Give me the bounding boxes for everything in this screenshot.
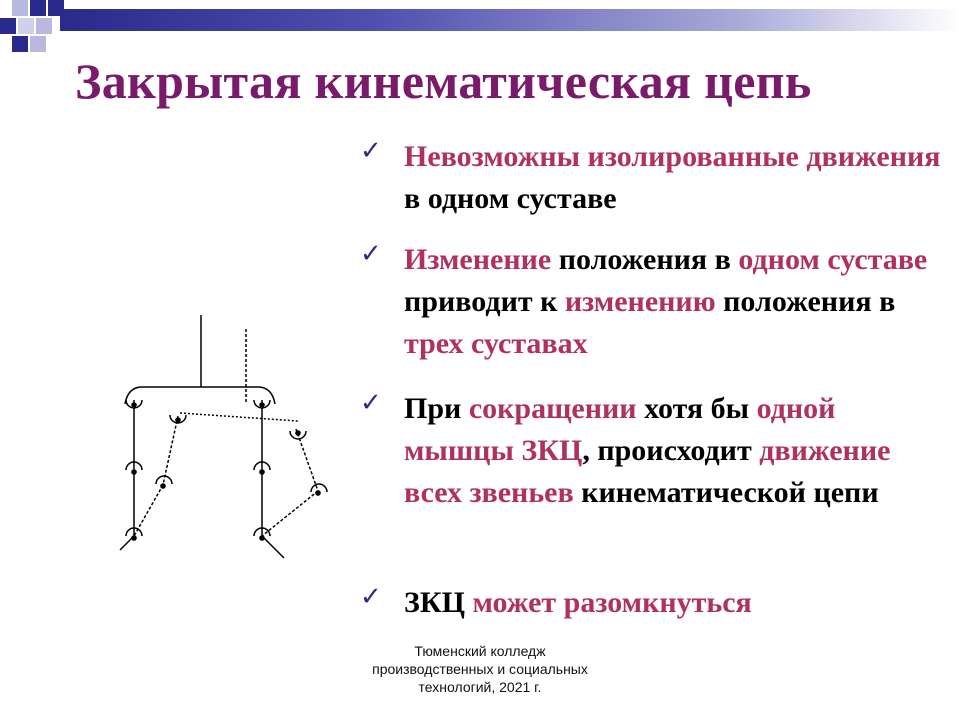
header-decoration-bar <box>60 9 960 31</box>
plain-text: ЗКЦ <box>404 586 473 619</box>
checkmark-icon: ✓ <box>360 388 382 418</box>
bullet-text <box>404 239 950 365</box>
header-decoration-squares <box>0 0 80 60</box>
highlighted-text: Невозможны изолированные движения <box>404 140 941 173</box>
bullet-item <box>350 239 950 365</box>
plain-text: хотя бы <box>636 392 757 425</box>
plain-text: , происходит <box>582 434 760 467</box>
footer-line: Тюменский колледж <box>414 643 546 659</box>
highlighted-text: трех суставах <box>404 327 588 360</box>
highlighted-text: сокращении <box>468 392 637 425</box>
bullet-text <box>404 388 950 514</box>
highlighted-text: изменению <box>564 285 716 318</box>
checkmark-icon: ✓ <box>360 582 382 612</box>
plain-text: При <box>404 392 469 425</box>
checkmark-icon: ✓ <box>360 136 382 166</box>
kinematic-chain-diagram <box>100 300 340 570</box>
bullet-item <box>350 582 752 624</box>
bullet-text <box>404 136 950 220</box>
plain-text: в одном суставе <box>404 182 617 215</box>
footer-line: производственных и социальных <box>372 661 588 677</box>
footer-line: технологий, 2021 г. <box>418 679 542 695</box>
bullet-text <box>404 582 752 624</box>
bullet-item <box>350 388 950 514</box>
highlighted-text: одном суставе <box>738 243 928 276</box>
plain-text: положения в <box>551 243 739 276</box>
slide-title: Закрытая кинематическая цепь <box>75 53 812 109</box>
bullet-item <box>350 136 950 220</box>
checkmark-icon: ✓ <box>360 239 382 269</box>
highlighted-text: движение всех звеньев <box>404 434 891 509</box>
highlighted-text: Изменение <box>404 243 552 276</box>
highlighted-text: может разомкнуться <box>472 586 752 619</box>
plain-text: приводит к <box>404 285 565 318</box>
plain-text: положения в <box>715 285 896 318</box>
highlighted-text: одной мышцы ЗКЦ <box>404 392 836 467</box>
plain-text: кинематической цепи <box>573 476 879 509</box>
footer-credit <box>330 642 630 696</box>
